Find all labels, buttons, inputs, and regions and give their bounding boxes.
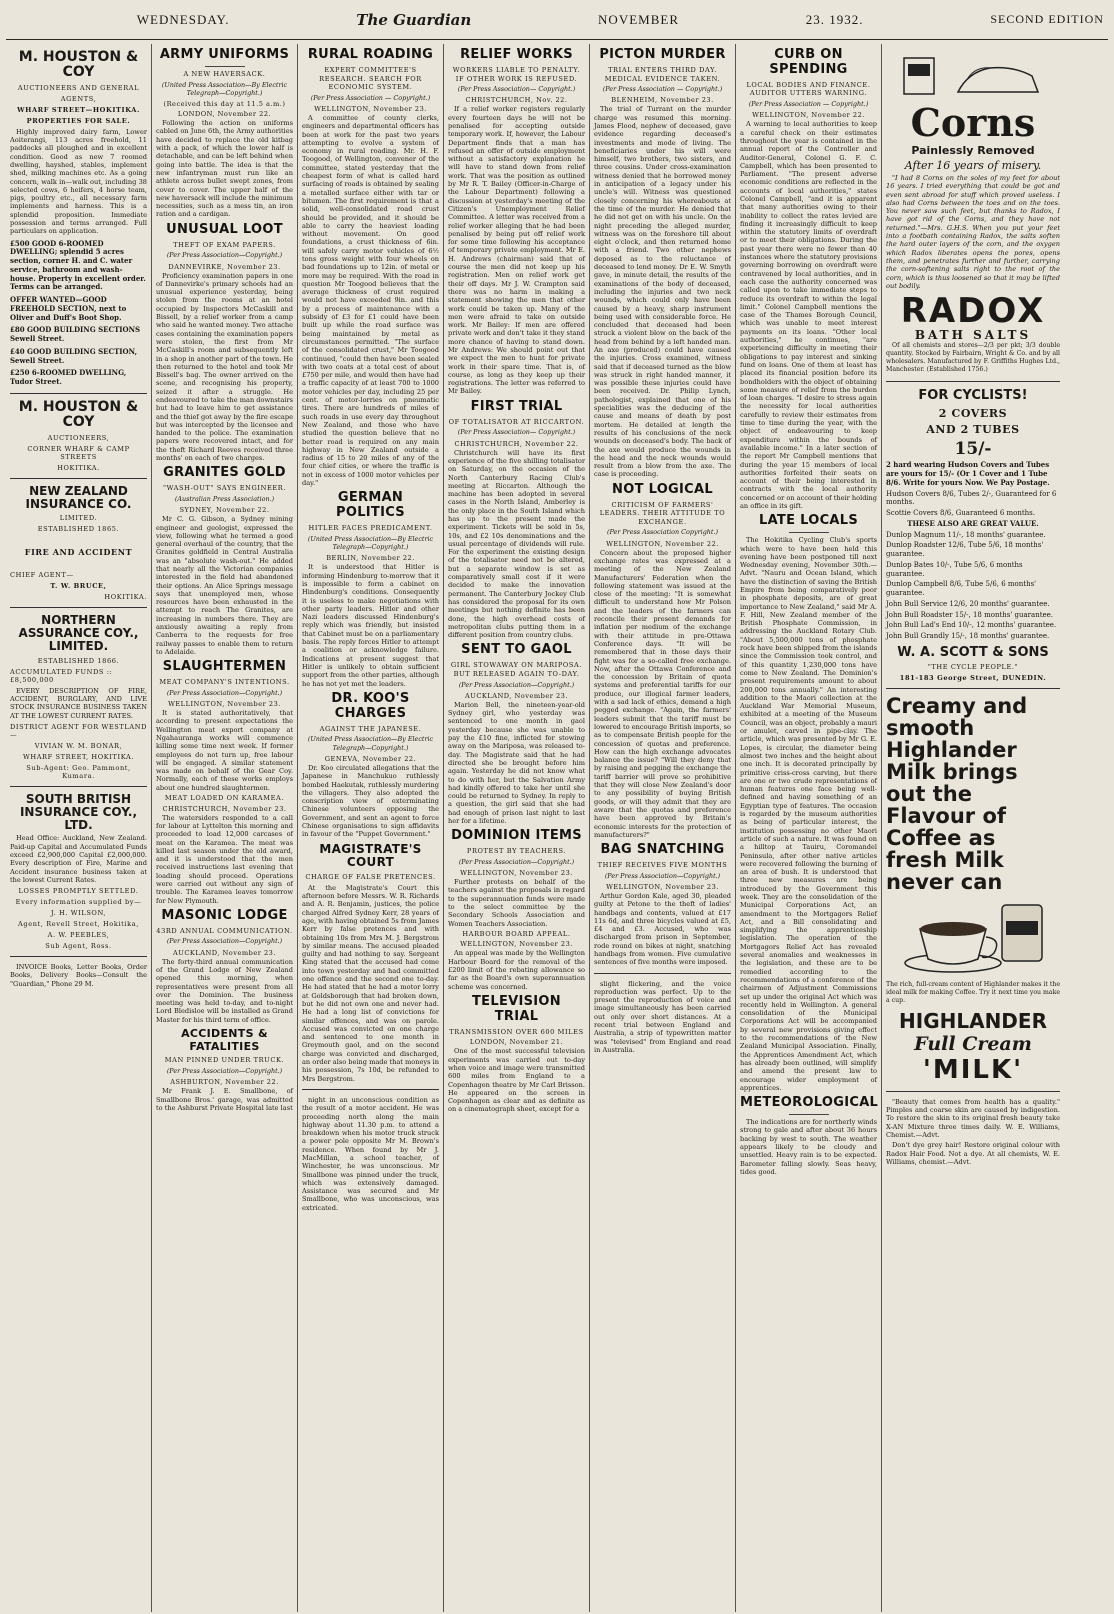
- subhead: EXPERT COMMITTEE'S RESEARCH. SEARCH FOR ECONOMIC SYSTEM.: [319, 65, 422, 92]
- ad-south-british-body: Head Office: Auckland, New Zealand. Paid-up Capital and Accumulated Funds exceed £2,900,000 Capital £2,000,000. Every description of Fire, Marine and Accident insurance business taken at the lowest Current Rates.: [10, 834, 147, 884]
- cyclists-price: 15/-: [954, 439, 992, 460]
- cyclists-body: 2 hard wearing Hudson Covers and Tubes are yours for 15/- (Or 1 Cover and 1 Tube 8/6. Write for yours Now. We Pay Postage.: [886, 460, 1050, 487]
- property-4: £40 GOOD BUILDING SECTION, Sewell Street.: [10, 346, 138, 365]
- ad-cyclists: [886, 388, 1060, 682]
- subhead: THEFT OF EXAM PAPERS.: [173, 240, 276, 249]
- article-body: slight flickering, and the voice reproduction was perfect. Up to the present the reproduction of voice and image simultaneously has been carried out only over short distances. At a recent trial between England and Australia, a strip of typewritten matter was "televised" from England and read in Australia.: [594, 979, 731, 1054]
- dateline: WELLINGTON, November 23.: [460, 869, 573, 878]
- ad-northern-addr: WHARF STREET, HOKITIKA.: [22, 752, 135, 761]
- article-body: Proficiency examination papers in one of Dannevirke's primary schools had an unusual experience yesterday, being stolen from the rooms at an hotel occupied by Inspectors McCaskill and Bissell, by a relief worker from a camp who said he wanted money. Two attache cases containing the examination papers were stolen, the first from Mr McCaskill's room and subsequently left in a shop in another part of the town. He then returned to the hotel and took Mr Bissell's bag. The owner arrived on the scene, and recognising his property, seized it after a struggle. He endeavoured to take the man downstairs but had to leave him to get assistance and the thief got away by the fire escape but was intercepted by the licensee and handed to the police. The examination papers were recovered intact, and for the theft Richard Reeves received three months' on each of two charges.: [156, 271, 293, 463]
- article-body: One of the most successful television experiments was carried out to-day when voice and image were transmitted 600 miles from England to a Copenhagen theatre by Mr Carl Brisson. He appeared on the screen in Copenhagen as clear and as definite as on a cinematograph sheet, except for a: [448, 1047, 585, 1114]
- article-body: If a relief worker registers regularly every fourteen days he will not be penalised for accepting outside temporary work. If, however, the Labour Department finds that a man has refused an offer of outside employment without a satisfactory explanation he will have to stand down from relief work. That was the position as outlined by Mr R. T. Bailey (Officer-in-Charge of the Labour Department) following a discussion at yesterday's meeting of the Citizen's Unemployment Relief Committee. A letter was received from a relief worker alleging that he had been penalised by being put off relief work for some time following his acceptance of temporary private employment. Mr E. H. Andrews (chairman) said that of course the men did not keep up his registration. Men on relief work get their off days. Mr J. W. Crampton said there was no harm in making a statement showing the men that other work could be taken up. Many of the men were afraid to take on outside work. Mr Bailey: If men are offered private work and don't take it they stand more chance of having to stand down. Mr Andrews: We should point out that we expect the men to hunt for private work in their spare time. That is, of course, as long as they keep up their registrations. The letter was referred to Mr Bailey.: [448, 105, 585, 396]
- column-2: [152, 44, 298, 1612]
- headline-unusual-loot: UNUSUAL LOOT: [166, 221, 283, 237]
- headline-masonic-lodge: MASONIC LODGE: [161, 907, 288, 923]
- tyre-offer-6: Dunlop Campbell 8/6, Tube 5/6, 6 months' guarantee.: [886, 580, 1037, 598]
- radox-sub: BATH SALTS: [914, 328, 1032, 343]
- headline-dominion-items: DOMINION ITEMS: [451, 828, 582, 844]
- subhead: AGAINST THE JAPANESE.: [319, 724, 422, 733]
- ad-nz-agent: CHIEF AGENT—: [10, 571, 74, 580]
- dateline: WELLINGTON, November 22.: [606, 539, 719, 548]
- dateline: CHRISTCHURCH, November 23.: [162, 804, 287, 813]
- credit: (Per Press Association—Copyright.): [458, 857, 575, 866]
- dateline: DANNEVIRKE, November 23.: [168, 262, 281, 271]
- article-body: An appeal was made by the Wellington Harbour Board for the removal of the £200 limit of the rebating allowance so far as the Board's own superannuation scheme was concerned.: [448, 949, 585, 991]
- ad-south-british-a2b: Sub Agent, Ross.: [45, 942, 112, 951]
- headline-rural-roading: RURAL ROADING: [307, 47, 434, 62]
- received-line: (Received this day at 11.5 a.m.): [163, 100, 286, 109]
- divider: [10, 393, 147, 394]
- article-body: It is understood that Hitler is informing Hindenburg to-morrow that it is impossible to form a cabinet on Hindenburg's conditions. Consequently it is useless to make negotiations with other party leaders. Hitler and other Nazi leaders discussed Hindenburg's reply which was friendly, but insisted that Cabinet must be on a parliamentary basis. The reply forces Hitler to attempt a coalition or acknowledge failure. Indications at present suggest that Hitler is unlikely to obtain sufficient support from the other parties, although he has not yet met the leaders.: [302, 563, 439, 688]
- headline-granites-gold: GRANITES GOLD: [163, 465, 286, 481]
- tyre-offer-10: John Bull Grandly 15/-, 18 months' guarantee.: [886, 632, 1050, 641]
- ad-houston-addr: WHARF STREET—HOKITIKA.: [17, 105, 140, 114]
- credit: (Per Press Association—Copyright.): [166, 937, 283, 946]
- headline-magistrates-court: MAGISTRATE'S COURT: [319, 841, 422, 870]
- dateline: BERLIN, November 22.: [326, 554, 415, 563]
- divider: [10, 956, 147, 957]
- headline-first-trial: FIRST TRIAL: [470, 398, 563, 414]
- masthead-month: NOVEMBER: [598, 11, 679, 27]
- foot-bath-illustration-icon: [898, 48, 1048, 100]
- article-body: night in an unconscious condition as the result of a motor accident. He was proceeding north along the main highway about 11.30 p.m. to attend a breakdown when his motor truck struck a power pole opposite Mr M. Brown's residence. When found by Mr J. MacMillan, a school teacher, of Winchester, he was unconscious. Mr Smallbone was pinned under the truck, which was extensively damaged. Assistance was secured and Mr Smallbone, who was unconscious, was extricated.: [302, 1095, 439, 1212]
- headline-german-politics: GERMAN POLITICS: [336, 490, 405, 521]
- highlander-brand: HIGHLANDER: [899, 1008, 1047, 1033]
- credit: (United Press Association—By Electric Telegraph—Copyright.): [307, 735, 434, 752]
- ad-houston2-town: HOKITIKA.: [57, 463, 100, 472]
- headline-sent-to-gaol: SENT TO GAOL: [461, 642, 572, 658]
- credit: (Australian Press Association.): [174, 494, 275, 503]
- ad-northern-sub: Sub-Agent: Geo. Pammont, Kumara.: [26, 763, 131, 780]
- ad-nz-fire: FIRE AND ACCIDENT: [24, 547, 133, 558]
- property-5: £250 6-ROOMED DWELLING, Tudor Street.: [10, 368, 127, 387]
- ad-nz-name: T. W. BRUCE,: [50, 582, 107, 591]
- property-1: £500 GOOD 6-ROOMED DWELLING; splendid 5 acres section, corner H. and C. water service, bathroom and wash-house. Property in excellent order. Terms can be arranged.: [10, 238, 146, 292]
- dateline: AUCKLAND, November 23.: [173, 948, 276, 957]
- article-body: Further protests on behalf of the teachers against the proposals in regard to the superannuation funds were made to the select committee by the Secondary Schools Association and Women Teachers Association.: [448, 878, 585, 928]
- article-body: The watersiders responded to a call for labour at Lyttelton this morning and proceeded to load 12,000 carcases of meat on the Karamea. The meat was killed last season under the old award, and it is understood that the men received instructions last evening that loading should proceed. Operations were carried out without any sign of trouble. The Karamea leaves tomorrow for New Plymouth.: [156, 813, 293, 905]
- ad-houston-title: M. HOUSTON & COY: [18, 49, 139, 81]
- headline-curb-on-spending: CURB ON SPENDING: [769, 47, 848, 77]
- subhead: HARBOUR BOARD APPEAL.: [462, 929, 571, 938]
- dateline: SYDNEY, November 22.: [179, 506, 270, 515]
- highlander-milk: 'MILK': [922, 1054, 1024, 1085]
- ad-northern-est: ESTABLISHED 1866.: [37, 656, 120, 665]
- credit: (Per Press Association — Copyright.): [310, 93, 431, 102]
- ad-south-british-losses: LOSSES PROMPTLY SETTLED.: [18, 887, 139, 896]
- ad-houston2-sub: AUCTIONEERS,: [47, 433, 110, 442]
- article-body: A warning to local authorities to keep a careful check on their estimates throughout the year is contained in the annual report of the Controller and Auditor-General, Colonel G. F. C. Campbell, which has been presented to Parliament. "The present adverse economic conditions are reflected in the accounts of local authorities," states Colonel Campbell, "and it is apparent that many authorities owing to their inability to collect the rates levied are finding it increasingly difficult to keep within the statutory limits of overdraft or to meet their obligations. During the past year there were no fewer than 40 instances where the statutory provisions governing borrowing on overdraft were contravened by local authorities, and in each case the authority concerned was called upon to take immediate steps to reduce its overdraft to within the legal limit." Colonel Campbell mentions the case of the Thames Borough Council, which was unable to meet interest payments on its loans. "Other local authorities," he continues, "are experiencing difficulty in meeting their obligations to pay interest and sinking fund on loans. One of them at least has placed its financial position before its bondholders with the object of obtaining some measure of relief from the burden of loan charges. "I desire to stress again the necessity for local authorities carefully to review their estimates from time to time during the year, with the object of endeavouring to keep expenditure within the bounds of available income." In a later section of the report Mr Campbell mentions that during the year 15 members of local authorities forfeited their seats on account of their being interested in contracts with the local authority concerned or on account of their holding an office in its gift.: [740, 120, 877, 510]
- ad-south-british: SOUTH BRITISH INSURANCE COY., LTD.: [19, 791, 138, 833]
- masthead-day: WEDNESDAY.: [136, 11, 230, 27]
- columns: [6, 44, 1108, 1612]
- divider: [886, 688, 1060, 689]
- ad-houston-sub2: AGENTS,: [60, 94, 97, 103]
- column-6: [736, 44, 882, 1612]
- ad-south-british-a1b: Agent, Revell Street, Hokitika,: [18, 920, 139, 929]
- credit: (United Press Association—By Electric Telegraph—Copyright.): [161, 80, 288, 97]
- article-body: Concern about the proposed higher exchange rates was expressed at a meeting of the New Zealand Manufacturers' Federation when the following statement was issued at the close of the meeting: "It is somewhat difficult to understand how Mr Polson and the leaders of the farmers can reconcile their present demands for inflation per medium of the exchange with their attitude in pre-Ottawa Conference days. "It will be remembered that in those days their fight was for a so-called free exchange. Now, after the Ottawa Conference and the concession by Britain of quota systems and preferential tariffs for our produce, our illogical farmer leaders, with a sad lack of ethics, demand a high pegged exchange. "Again, the farmers' leaders submit that the tariff must be lowered to encourage British imports, so as to compensate British people for the concession of quotas and preference. How can the high exchange advocates balance the issue? "Will they deny that by raising and pegging the exchange the tariff barrier will prove so prohibitive that they will close New Zealand's door to any possibility of buying British goods, or will they admit that they are aware that the quotas and preference have been approved by Britain's economic interests for the protection of manufacturers?": [594, 548, 731, 839]
- tyre-offer-3: Dunlop Magnum 11/-, 18 months' guarantee.: [886, 530, 1046, 539]
- tyre-offer-4: Dunlop Roadster 12/6, Tube 5/6, 18 months' guarantee.: [886, 541, 1044, 559]
- ad-northern-funds: ACCUMULATED FUNDS :: £8,500,000: [10, 667, 113, 684]
- divider: [10, 607, 147, 608]
- column-5: [590, 44, 736, 1612]
- ad-corns: [886, 48, 1060, 382]
- paper-title: The Guardian: [356, 10, 472, 29]
- ad-hair: Don't dye grey hair! Restore original colour with Radox Hair Food. Not a dye. At all chemists, W. E. Williams, chemist.—Advt.: [886, 1141, 1060, 1166]
- column-7-ads: [882, 44, 1064, 1612]
- scott-sub: "THE CYCLE PEOPLE.": [927, 662, 1019, 671]
- tyre-offer-8: John Bull Roadster 15/-, 18 months' guarantee.: [886, 610, 1054, 619]
- ad-northern: NORTHERN ASSURANCE COY., LIMITED.: [18, 613, 139, 654]
- highlander-full-cream: Full Cream: [914, 1032, 1032, 1055]
- subhead: WORKERS LIABLE TO PENALTY. IF OTHER WORK IS REFUSED.: [452, 65, 581, 83]
- subhead: PROTEST BY TEACHERS.: [466, 847, 567, 856]
- ad-nz-insurance: NEW ZEALAND INSURANCE CO.: [25, 483, 132, 511]
- tyre-offer-7: John Bull Service 12/6, 20 months' guarantee.: [886, 599, 1050, 608]
- credit: (Per Press Association — Copyright.): [602, 85, 723, 94]
- subhead: TRANSMISSION OVER 600 MILES: [449, 1027, 584, 1036]
- subhead: 43RD ANNUAL COMMUNICATION.: [156, 926, 293, 935]
- credit: (Per Press Association—Copyright.): [166, 1066, 283, 1075]
- column-1: [6, 44, 152, 1612]
- dateline: WELLINGTON, November 22.: [752, 111, 865, 120]
- ad-nz-ltd: LIMITED.: [59, 514, 98, 523]
- article-body: The indications are for northerly winds strong to gale and after about 36 hours backing by west to south. The weather appears likely to be cloudy and unsettled. Heavy rain is to be expected. Barometer falling slowly. Seas heavy, tides good.: [740, 1118, 877, 1176]
- credit: (United Press Association—By Electric Telegraph—Copyright.): [307, 534, 434, 552]
- tyre-offer-9: John Bull Lad's End 10/-, 12 months' guarantee.: [886, 621, 1057, 630]
- ad-northern-body: EVERY DESCRIPTION OF FIRE, ACCIDENT, BURGLARY, AND LIVE STOCK INSURANCE BUSINESS TAKEN AT THE LOWEST CURRENT RATES.: [10, 686, 147, 720]
- coffee-cup-illustration-icon: [898, 897, 1048, 977]
- cyclists-covers: 2 COVERS: [938, 407, 1008, 421]
- corns-tagline-2: After 16 years of misery.: [904, 159, 1042, 172]
- ad-houston2-addr: CORNER WHARF & CAMP STREETS: [27, 444, 130, 461]
- divider: [594, 973, 731, 974]
- subhead: TRIAL ENTERS THIRD DAY. MEDICAL EVIDENCE TAKEN.: [604, 65, 721, 83]
- subhead: "WASH-OUT" SAYS ENGINEER.: [162, 484, 287, 493]
- headline-army-uniforms: ARMY UNIFORMS: [159, 47, 290, 62]
- dateline: WELLINGTON, November 23.: [314, 104, 427, 113]
- dateline: WELLINGTON, November 23.: [606, 882, 719, 891]
- rule: [205, 66, 245, 67]
- headline-bag-snatching: BAG SNATCHING: [600, 842, 725, 858]
- tyre-offer-2: Scottie Covers 8/6, Guaranteed 6 months.: [886, 509, 1035, 518]
- divider: [886, 1091, 1060, 1092]
- highlander-headline: Creamy and smooth Highlander Milk brings out the Flavour of Coffee as fresh Milk never can: [886, 693, 1028, 895]
- dateline: CHRISTCHURCH, November 22.: [454, 439, 579, 448]
- ad-northern-agent: DISTRICT AGENT FOR WESTLAND—: [10, 722, 147, 739]
- highlander-body: The rich, full-cream content of Highlander makes it the ideal milk for making Coffee. Try it next time you make a cup.: [886, 981, 1060, 1004]
- dateline: ASHBURTON, November 22.: [170, 1078, 279, 1087]
- ad-houston-title-2: M. HOUSTON & COY: [18, 398, 139, 431]
- dateline: WELLINGTON, November 23.: [460, 940, 573, 949]
- article-body: Mr Frank J. E. Smallbone, of Smallbone Bros.' garage, was admitted to the Ashburst Private Hospital late last: [156, 1087, 293, 1112]
- dateline: CHRISTCHURCH, Nov. 22.: [465, 96, 568, 105]
- radox-brand: RADOX: [900, 291, 1046, 332]
- radox-body: Of all chemists and stores—2/3 per pkt; 3/3 double quantity. Stocked by Fairbairn, Wright & Co. and by all wholesalers. Manufactured by F. Griffiths Hughes Ltd., Manchester. (Established 1756.): [886, 342, 1060, 373]
- masthead-date: 23. 1932.: [805, 11, 864, 27]
- rule: [789, 1114, 829, 1115]
- tyre-offer-5: Dunlop Bates 10/-, Tube 5/6, 6 months guarantee.: [886, 560, 1023, 578]
- dateline: LONDON, November 22.: [177, 110, 272, 119]
- tyre-offer-head: THESE ALSO ARE GREAT VALUE.: [907, 518, 1039, 528]
- masthead: [6, 0, 1108, 40]
- corns-tagline: Painlessly Removed: [911, 144, 1035, 157]
- article-body: Following the action on uniforms cabled on June 6th, the Army authorities have decided to replace the old kitbag with a pack, of which the lower half is detachable, and can be left behind when going into battle. The idea is that the new infantryman must run like an athlete across bullet swept zones, from cover to cover. The upper half of the new haversack will include the minimum necessities, such as a mess tin, an iron ration and a cardigan.: [156, 119, 293, 219]
- credit: (Per Press Association Copyright.): [607, 528, 718, 537]
- headline-late-locals: LATE LOCALS: [758, 513, 859, 529]
- article-body: The Hokitika Cycling Club's sports which were to have been held this evening have been postponed till next Wednesday evening, November 30th.—Advt. "Nauru and Ocean Island, which have the distinction of saving the British Empire from being comparatively poor in phosphate deposits, are of great importance to New Zealand," said Mr A. F. Hill, New Zealand member of the British Phosphate Commission, in addressing the Auckland Rotary Club. "About 5,500,000 tons of phosphate rock have been shipped from the islands since the Commission took control, and of this quantity 1,230,000 tons have come to New Zealand. The Dominion's present requirements amount to about 200,000 tons annually." An interesting addition to the Maori collection at the Auckland War Memorial Museum, exhibited at a meeting of the Museum Council, was an object, probably a mauri or amulet, carved in pipe-clay. The article, which was presented by Mr G. E. Lopes, is circular, the diameter being almost two inches and the height about one inch. It is decorated principally by primitive criss-cross carving, but there are one or two crude representations of human features one face being well-defined and having something of an Egyptian type of features. The occasion is regarded by the museum authorities as being of particular interest, the institution possessing no other Maori article of such a nature. It was found on a hilltop at Tauiru, Coromandel Peninsula, after other native articles were recovered following the burning of an area of bush. It is understood that three new measures are being introduced by the Government this week. They are the consolidation of the Municipal Corporations Act, an amendment to the Mortgagors Relief Act, and a Bill consolidating and simplifying the apprenticeship legislation. The operation of the Mortgagors Relief Act has revealed several anomalies and weaknesses in the legislation, and these are to be remedied according to the recommendations of a conference of the chairmen of Adjustment Commissions set up under the original Act which was recently held in Wellington. A general consolidation of the Municipal Corporations Act will be accompanied by several new provisions giving effect to the recommendations of the New Zealand Municipal Association. Finally, the Apprentices Amendment Act, which has already been outlined, will simplify and amend the present law to encourage wider employment of apprentices.: [740, 536, 877, 1092]
- subhead: GIRL STOWAWAY ON MARIPOSA. BUT RELEASED AGAIN TO-DAY.: [450, 661, 583, 678]
- ad-houston-sub: AUCTIONEERS AND GENERAL: [17, 83, 140, 92]
- dateline: BLENHEIM, November 23.: [611, 96, 714, 105]
- tyre-offer-1: Hudson Covers 8/6, Tubes 2/-, Guaranteed for 6 months.: [886, 489, 1057, 507]
- credit: (Per Press Association—Copyright.): [458, 680, 575, 689]
- divider: [10, 478, 147, 479]
- subhead: THIEF RECEIVES FIVE MONTHS: [597, 861, 728, 870]
- article-body: It is stated authoritatively, that according to present expectations the Wellington meat export company at Ngahauranga works will commence killing some time next week. If former employees do not turn up, free labour will be engaged. A similar statement was made on behalf of the Gear Coy. Normally, each of these works employs about one hundred slaughtermen.: [156, 709, 293, 792]
- article-body: Marion Bell, the nineteen-year-old Sydney girl, who yesterday was sentenced to one month in gaol yesterday because she was unable to pay the £10 fine, inflicted for stowing away on the Mariposa, was released to-day. The Magistrate said that he had directed she be brought before him again. Yesterday he did not know what to do with her, but the Salvation Army had kindly offered to take her until she could be returned to Sydney. In reply to a question, the girl said that she had had enough of prison last night to last her for a lifetime.: [448, 700, 585, 825]
- ad-highlander: [886, 695, 1060, 1085]
- article-body: The forty-third annual communication of the Grand Lodge of New Zealand opened this morning, when representatives were present from all over the Dominion. The business meeting was held to-day, and to-night Lord Bledisloe will be installed as Grand Master for his third term of office.: [156, 957, 293, 1024]
- column-3: [298, 44, 444, 1612]
- subhead: MEAT COMPANY'S INTENTIONS.: [159, 678, 290, 687]
- ad-invoice: INVOICE Books, Letter Books, Order Books, Delivery Books—Consult the "Guardian," Phone 29 M.: [10, 963, 147, 988]
- subhead: MAN PINNED UNDER TRUCK.: [164, 1056, 285, 1065]
- article-body: Arthur Gordon Kale, aged 30, pleaded guilty at Petone to the theft of ladies' handbags and contents, valued at £17 11s 6d, and three bicycles valued at £5, £4 and £3. Accused, who was discharged from prison in September, rode round on bikes at night, snatching handbags from women. Five cumulative sentences of five months were imposed.: [594, 891, 731, 967]
- cyclists-tubes: AND 2 TUBES: [926, 423, 1020, 437]
- credit: (Per Press Association — Copyright.): [748, 100, 869, 108]
- article-body: A committee of county clerks, engineers and departmental officers has been at work for the past two years attempting to evolve a system of economy in rural roading. Mr. H. F. Toogood, of Wellington, convener of the committee, stated yesterday that the cheapest form of what is called hard surfacing of roads is obtained by sealing a metalled surface either with tar or bitumen. The first requirement is that a solid, well-consolidated road crust should be provided, and it should be able to carry the heaviest loading without movement. On good foundations, a crust thickness of 6in. will safely carry motor vehicles of 6½ tons gross weight with four wheels on bad foundations up to 12in. of metal or more may be required. With the road in question Mr Toogood believes that the average thickness of crust required would not have exceeded 9in. and this by a process of maintenance with a subsidy of £3 for £1 could have been built up while the road surface was being maintained by metal as circumstances permitted. "The surface of the consolidated crust," Mr Toogood continued, "could then have been sealed with two coats at a total cost of about £750 per mile, and would then have had a traffic capacity of at least 700 to 1000 motor vehicles per day, including 25 per cent. of motor-lorries on pneumatic tires. There are hundreds of miles of such roads in use every day throughout New Zealand, and those who have studied the question believe that no better road is required on any main highway in New Zealand outside a radius of 15 to 20 miles of any of the four chief cities, or where the traffic is not in excess of 1000 motor vehicles per day.": [302, 113, 439, 488]
- corns-title: Corns: [910, 100, 1036, 145]
- headline-not-logical: NOT LOGICAL: [612, 481, 713, 497]
- scott-addr: 181-183 George Street, DUNEDIN.: [899, 673, 1047, 682]
- subhead: LOCAL BODIES AND FINANCE. AUDITOR UTTERS WARNING.: [746, 80, 871, 98]
- dateline: AUCKLAND, November 23.: [465, 691, 568, 700]
- corns-body: "I had 8 Corns on the soles of my feet for about 16 years. I tried everything that could be got and even sent abroad for stuff which proved useless. I also had Corns between the toes and on the toes. You never saw such feet, but thanks to Radox, I have got rid of the Corns, and they have not returned."—Mrs. G.H.S. When you put your feet into a footbath containing Radox, the salts soften the hard outer layers of the corn, and the oxygen which Radox liberates opens the pores, opens them, and penetrates further and further, carrying the corn-softening salts right to the root of the corn, which is thus loosened so that it may be lifted out bodily.: [886, 174, 1060, 290]
- credit: (Per Press Association— Copyright.): [457, 85, 576, 94]
- property-2: OFFER WANTED—GOOD FREEHOLD SECTION, next to Oliver and Duff's Boot Shop.: [10, 295, 127, 322]
- subhead: OF TOTALISATOR AT RICCARTON.: [448, 417, 585, 426]
- article-body: At the Magistrate's Court this afternoon before Messrs. W. R. Richards and A. R. Benjamin, justices, the police charged Alfred Sydney Kerr, 28 years of age, with having obtained 5s from James Kerr by false pretences and with obtaining 10s from Mrs M. J. Bergstrom by similar means. The accused pleaded guilty and had nothing to say. Sergeant King stated that the accused had come into town yesterday and had committed one offence and the second one to-day. He had stated that he had a motor lorry at Goldsborough that had broken down, but he did not own one and never had. He had a long list of convictions for similar offences, and was on parole. Accused was convicted on one charge and sentenced to one month in Greymouth gaol, and on the second charge was convicted and discharged, an order also being made that moneys in his possession, 7s 10d, be refunded to Mrs Bergstrom.: [302, 883, 439, 1083]
- article-body: Christchurch will have its first experience of the five shilling totalisator on Saturday, on the occasion of the North Canterbury Racing Club's meeting at Riccarton. Although the machine has been adopted in several cases in the North Island, Amberley is the only place in the South Island which has up to the present made the experiment. Tickets will be sold in 5s, 10s, and £2 10s denominations and the usual percentage of dividends will rule. For the experiment the existing design of the totalisator need not be altered, but a separate window is set as comparatively small cost if it were decided to make the innovation permanent. The Canterbury Jockey Club has considered the proposal for its own meetings but nothing definite has been done, the high overhead costs of metropolitan clubs putting them in a different position from country clubs.: [448, 448, 585, 640]
- headline-accidents: ACCIDENTS & FATALITIES: [181, 1027, 268, 1053]
- headline-relief-works: RELIEF WORKS: [460, 47, 573, 62]
- dateline: WELLINGTON, November 23.: [168, 700, 281, 709]
- credit: (Per Press Association— Copyright.): [457, 428, 576, 437]
- credit: (Per Press Association—Copyright.): [166, 688, 283, 697]
- ad-beauty: "Beauty that comes from health has a quality." Pimples and coarse skin are caused by indigestion. To restore the skin to its original fresh beauty take X-AN Mixture three times daily. W. E. Williams, Chemist.—Advt.: [886, 1097, 1060, 1139]
- divider: [10, 786, 147, 787]
- rule: [789, 532, 829, 533]
- article-body: Dr. Koo circulated allegations that the Japanese in Manchukuo ruthlessly bombed Haekutak, ruthlessly murdering the villagers. They also adopted the conscription view of exterminating Chinese volunteers opposing the Government, and sent an agent to force Chinese organisations to sign affidavits in favour of the "Puppet Government.": [302, 763, 439, 839]
- ad-northern-name: VIVIAN W. M. BONAR,: [34, 741, 123, 750]
- ad-nz-est: ESTABLISHED 1865.: [37, 525, 120, 534]
- cyclists-title: FOR CYCLISTS!: [918, 388, 1028, 404]
- divider: [302, 1089, 439, 1090]
- subhead: CHARGE OF FALSE PRETENCES.: [305, 873, 436, 882]
- headline-slaughtermen: SLAUGHTERMEN: [162, 659, 287, 675]
- headline-television-trial: TELEVISION TRIAL: [472, 993, 561, 1024]
- article-body: The trial of Turrant on the murder charge was resumed this morning. James Flood, nephew of deceased, gave evidence regarding deceased's investments and mode of living. The beneficiaries under his will were himself, two brothers, two sisters, and three cousins. Under cross-examination witness denied that he borrowed money in anticipation of a legacy under his uncle's will. Witness was questioned closely concerning his whereabouts at the time of the murder. He denied that he did not get on with his uncle. On the night preceding the alleged murder, witness was on the foreshore till about eight o'clock, and then returned home with a friend. Two other nephews deposed as to the reluctance of deceased to lend money. Dr E. W. Smyth gave, in minute detail, the results of the examinations of the body of deceased, including the injuries and two neck wounds, which could only have been caused by a heavy, sharp instrument being used with considerable force. He concluded that deceased had been struck a violent blow on the back of the head from behind by a left handed man. An axe (produced) could have caused the injuries. Cross examined, witness said that if deceased turned as the blow was struck in right handed manner, it was possible these injuries could have been received. Dr. Philip Lynch, pathologist, explained that one of his specialities was the deducing of the cause and means of death by post mortem. He detailed at length the results of his conclusions of the neck wounds on deceased's body. The back of the axe would produce the wounds in the head and the neck wounds would result from a blow from the axe. The case is proceeding.: [594, 105, 731, 479]
- headline-picton-murder: PICTON MURDER: [599, 47, 726, 62]
- edition-label: SECOND EDITION: [990, 12, 1104, 26]
- dateline: GENEVA, November 22.: [324, 754, 417, 763]
- property-3: £80 GOOD BUILDING SECTIONS Sewell Street.: [10, 325, 141, 344]
- ad-nz-town: HOKITIKA.: [104, 593, 147, 602]
- subhead: CRITICISM OF FARMERS' LEADERS. THEIR ATTITUDE TO EXCHANGE.: [599, 500, 726, 526]
- credit: (Per Press Association—Copyright.): [604, 871, 721, 880]
- credit: (Per Press Association—Copyright.): [166, 251, 283, 260]
- properties-head: PROPERTIES FOR SALE.: [26, 116, 131, 125]
- subhead: MEAT LOADED ON KARAMEA.: [164, 794, 285, 803]
- subhead: A NEW HAVERSACK.: [183, 69, 266, 78]
- headline-meteorological: METEOROLOGICAL: [740, 1095, 879, 1111]
- ad-south-british-a1: J. H. WILSON,: [50, 909, 107, 918]
- scott-name: W. A. SCOTT & SONS: [897, 644, 1049, 660]
- dateline: LONDON, November 21.: [469, 1038, 564, 1047]
- headline-dr-koo: DR. KOO'S CHARGES: [331, 690, 410, 721]
- ad-south-british-a2: A. W. PEEBLES,: [47, 931, 110, 940]
- properties-body: Highly improved dairy farm, Lower Aoiterangi, 113 acres freehold, 11 paddocks all ploughed and in excellent condition. Good as new 7 roomed dwelling, hayshed, stables, implement shed, milking machines etc. As a going concern, walk in—walk out, including 38 selected cows, 6 heifers, 4 horse team, pigs, poultry etc., all necessary farm implements and harness. This is a splendid proposition. Immediate possession and terms arranged. Full particulars on application.: [10, 127, 147, 236]
- article-body: Mr C. G. Gibson, a Sydney mining engineer and geologist, expressed the view, following what he termed a good general overhaul of the country, that the Granites goldfield in Central Australia was an "absolute wash-out." He added that nearly all the Victorian companies interested in the field had abandoned their options. An Alice Springs message says that unemployed men, whose resources have been exhausted in the attempt to reach The Granites, are increasing in numbers there. They are anxiously awaiting a reply from Canberra to the requests for free railway passes to enable them to return to Adelaide.: [156, 515, 293, 656]
- subhead: HITLER FACES PREDICAMENT.: [308, 524, 433, 533]
- ad-south-british-info: Every information supplied by—: [15, 898, 142, 907]
- column-4: [444, 44, 590, 1612]
